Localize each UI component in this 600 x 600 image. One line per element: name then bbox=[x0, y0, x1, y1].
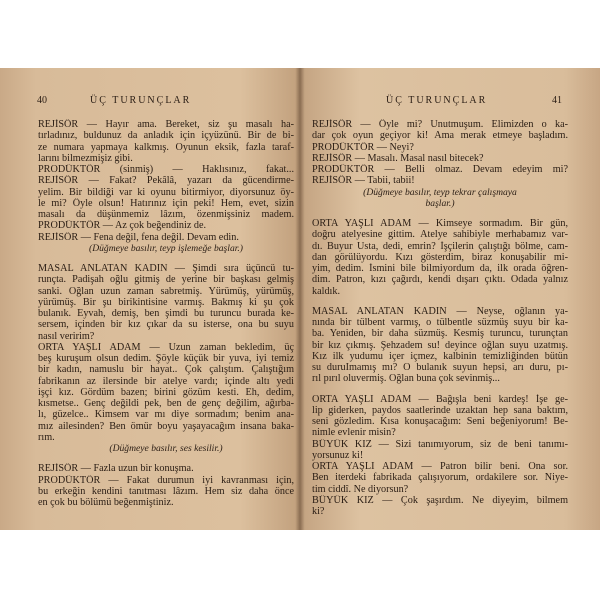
text-line: ORTA YAŞLI ADAM — Uzun zaman bekledim, üç bbox=[38, 341, 294, 353]
text-line: REJİSÖR — Fakat? Pekâlâ, yazarı da gücendirme- bbox=[38, 175, 294, 187]
text-line: lı, güzelce.. Kimsem var mı diye sormadım; benim ana- bbox=[38, 409, 294, 421]
text-line: sersem, içinden bir kız çıkar da su isterse, ona bu suyu bbox=[38, 319, 294, 331]
text-line: bir kadın, namuslu bir hayat.. Çok çalıştım. Çalıştığım bbox=[38, 364, 294, 376]
text-line: MASAL ANLATAN KADIN — Şimdi sıra üçüncü tu- bbox=[38, 263, 294, 274]
text-line: bulanık. Eyvah, demiş, ben şimdi bu turuncu burada ke- bbox=[38, 308, 294, 319]
right-page bbox=[300, 68, 600, 530]
text-line: ze numara yapmaya kalkmış. Oyunun eksik, fazla taraf- bbox=[38, 141, 294, 153]
text-line: kısmetse.. Genç değildi pek, ben de genç değilim, ağırba- bbox=[38, 398, 294, 409]
left-page bbox=[0, 68, 300, 530]
text-line: Kız ilk yudumu içer içmez, kalbinin temizliğinden bütün bbox=[312, 350, 568, 362]
text-line: ORTA YAŞLI ADAM — Patron bilir beni. Ona sor. bbox=[312, 461, 568, 472]
text-line: dı. Buyur Usta, dedi, emrin? İşçilerin çalıştığı bölme, cam- bbox=[312, 240, 568, 252]
text-line: mız ailesinden? Ben ömür boyu yaşayacağım insana baka- bbox=[38, 420, 294, 432]
page-number-right: 41 bbox=[552, 95, 562, 106]
text-line: kaldık. bbox=[312, 285, 341, 297]
text-line: BÜYÜK KIZ — Sizi tanımıyorum, siz de beni tanımı- bbox=[312, 438, 568, 450]
stage-direction: (Düğmeye basılır, teyp işlemeğe başlar.) bbox=[89, 242, 243, 254]
running-head-left: ÜÇ TURUNÇLAR bbox=[90, 95, 192, 106]
text-line: bu erkeğin kendini tanıtması lâzım. Hem siz daha önce bbox=[38, 485, 294, 497]
text-line: REJİSÖR — Tabii, tabii! bbox=[312, 175, 415, 187]
text-line: masalı da düşünmemiz lâzım, özenmişsiniz madem. bbox=[38, 209, 294, 220]
paragraph-gap bbox=[312, 297, 568, 306]
text-line: yim, dedim. İsmini bile bilmiyordum da, ilk orada öğren- bbox=[312, 263, 568, 274]
stage-direction: (Düğmeye basılır, ses kesilir.) bbox=[109, 443, 223, 454]
text-line: doğru atelyesine gittim. Atelye sahibiyle merhabamız var- bbox=[312, 229, 568, 241]
text-line: dim. Patron, kızı çağırdı, kendi dışarı çıktı. Odada yalnız bbox=[312, 274, 568, 286]
text-line: PRODÜKTÖR — Az çok beğendiniz de. bbox=[38, 220, 207, 232]
text-line: beş kuruşum olsun dedim. Şöyle küçük bir yuva, iyi temiz bbox=[38, 353, 294, 364]
stage-direction: (Düğmeye basılır, teyp tekrar çalışmaya bbox=[363, 186, 517, 198]
text-line: ba. Yeniden, bir daha süzmüş. Kesmiş turuncu, turunçtan bbox=[312, 328, 568, 340]
text-line: fabrikanın az ilersinde bir atelye vardı; içinde altı yedi bbox=[38, 375, 294, 387]
text-line: REJİSÖR — Fena değil, fena değil. Devam edin. bbox=[38, 231, 239, 243]
text-line: REJİSÖR — Hayır ama. Bereket, siz şu masalı ha- bbox=[38, 119, 294, 130]
text-line: ORTA YAŞLI ADAM — Kimseye sormadım. Bir gün, bbox=[312, 218, 568, 229]
text-line: larını bilmezmişiz gibi. bbox=[38, 152, 133, 164]
text-line: PRODÜKTÖR — Belli olmaz. Devam edeyim mi? bbox=[312, 164, 568, 175]
text-line: MASAL ANLATAN KADIN — Neyse, oğlanın ya- bbox=[312, 305, 568, 317]
text-line: yürümüş. Bir şu birikintisine varmış. Bakmış ki şu çok bbox=[38, 296, 294, 308]
left-page-body bbox=[38, 119, 294, 508]
stage-direction: başlar.) bbox=[425, 197, 455, 209]
running-head-right: ÜÇ TURUNÇLAR bbox=[386, 95, 488, 106]
text-line: nında bir tülbent varmış, o tülbentle süzmüş suyu bir ka- bbox=[312, 317, 568, 328]
text-line: işçi kız. Gördüm bazen; birini gözüm kesti. Eh, dedim, bbox=[38, 386, 294, 398]
text-line: yelim. Bir bildiği var ki oyunu bitirmiyor, diyorsunuz öy- bbox=[38, 186, 294, 198]
text-line: PRODÜKTÖR (sinmiş) — Haklısınız, fakat... bbox=[38, 164, 294, 175]
paragraph-gap bbox=[38, 254, 294, 263]
text-line: rıl pırıl oluvermiş. Oğlan buna çok sevinmiş... bbox=[312, 373, 500, 385]
text-line: Ben iterdeki fabrikada çalışıyorum, ordakilere sor. Niye- bbox=[312, 472, 568, 484]
paragraph-gap bbox=[312, 385, 568, 394]
paragraph-gap bbox=[312, 209, 568, 218]
text-line: le mi? Öyle olsun! Hatırınız için peki! Hem, evet, sizin bbox=[38, 197, 294, 209]
text-line: en çok bu bölümü beğenmiştiniz. bbox=[38, 497, 174, 508]
book-spread bbox=[0, 68, 600, 530]
paragraph-gap bbox=[38, 454, 294, 463]
text-line: dar çok oyun geçiyor ki! Ama merak etmeye başladım. bbox=[312, 130, 568, 142]
text-line: nimle evlenir misin? bbox=[312, 427, 396, 439]
text-line: ki? bbox=[312, 506, 325, 517]
text-line: PRODÜKTÖR — Neyi? bbox=[312, 141, 414, 153]
text-line: PRODÜKTÖR — Fakat durumun iyi kavranması için, bbox=[38, 474, 294, 486]
text-line: seni gözledim. Kısa konuşacağım: Seni beğeniyorum! Be- bbox=[312, 416, 568, 427]
text-line: runçta. Padişah oğlu gitmiş de yerine bir başkası gelmiş bbox=[38, 274, 294, 286]
text-line: dan görülüyordu. Kızı gösterdim, biraz konuşabilir mi- bbox=[312, 251, 568, 263]
text-line: yorsunuz ki! bbox=[312, 449, 364, 461]
text-line: nasıl veririm? bbox=[38, 330, 95, 342]
text-line: tırladınız, buldunuz da anladık için içyüzünü. Bir de bi- bbox=[38, 130, 294, 142]
text-line: REJİSÖR — Öyle mi? Unutmuşum. Elimizden o ka- bbox=[312, 119, 568, 130]
text-line: tim ciddî. Ne diyorsun? bbox=[312, 483, 409, 495]
text-line: BÜYÜK KIZ — Çok şaşırdım. Ne diyeyim, bilmem bbox=[312, 494, 568, 506]
right-page-body bbox=[312, 119, 568, 517]
text-line: rım. bbox=[38, 431, 55, 443]
text-line: REJİSÖR — Masalı. Masal nasıl bitecek? bbox=[312, 152, 484, 164]
text-line: lip giderken, paydos saatlerinde uzaktan hep sana baktım, bbox=[312, 404, 568, 416]
text-line: sanki. Oğlan uzun zaman sabretmiş. Yürümüş, yürümüş, bbox=[38, 285, 294, 297]
text-line: ORTA YAŞLI ADAM — Bağışla beni kardeş! İşe ge- bbox=[312, 393, 568, 405]
text-line: bir kız çıkmış. Şehzadem su! deyince oğlan suyu uzatmış. bbox=[312, 339, 568, 351]
text-line: su duruImamış mı? O bulanık suyun hepsi, arı duru, pı- bbox=[312, 362, 568, 373]
text-line: REJİSÖR — Fazla uzun bir konuşma. bbox=[38, 463, 194, 475]
page-number-left: 40 bbox=[37, 95, 47, 106]
